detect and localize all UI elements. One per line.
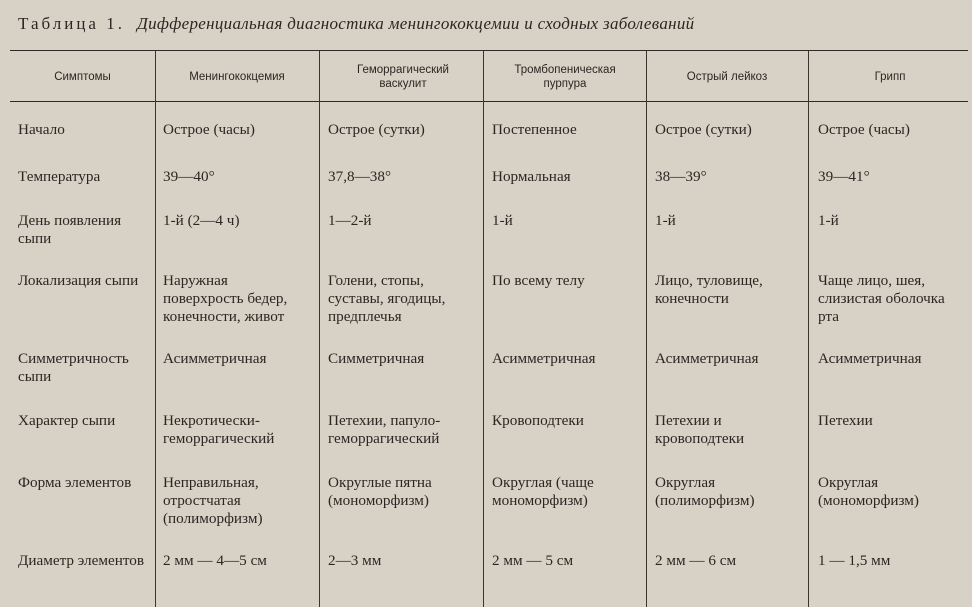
table-cell: 39—40°: [163, 168, 215, 185]
table-cell: Округлые пятна (мономорфизм): [328, 474, 432, 509]
table-cell: Асимметричная: [492, 350, 596, 367]
table-cell: Голени, стопы, суставы, ягодицы, предплечья: [328, 272, 446, 325]
symptom-cell: Форма элементов: [18, 474, 132, 491]
table-title: [18, 14, 694, 34]
header-bottom-rule: [10, 101, 968, 102]
table-cell: Кровоподтеки: [492, 412, 584, 429]
table-cell: Округлая (чаще мономорфизм): [492, 474, 594, 509]
table-cell: 2 мм — 6 см: [655, 552, 737, 569]
table-cell: 1-й: [655, 212, 676, 229]
column-divider: [646, 51, 647, 607]
column-divider: [483, 51, 484, 607]
table-cell: 39—41°: [818, 168, 870, 185]
table-cell: 38—39°: [655, 168, 707, 185]
table-cell: 2—3 мм: [328, 552, 382, 569]
table-cell: Острое (часы): [163, 121, 255, 138]
table-cell: Острое (часы): [818, 121, 910, 138]
table-cell: 1-й: [818, 212, 839, 229]
symptom-cell: Характер сыпи: [18, 412, 116, 429]
table-cell: Асимметричная: [655, 350, 759, 367]
symptom-cell: Начало: [18, 121, 65, 138]
table-cell: Асимметричная: [163, 350, 267, 367]
symptom-cell: Диаметр элементов: [18, 552, 145, 569]
table-cell: 1 — 1,5 мм: [818, 552, 891, 569]
column-divider: [808, 51, 809, 607]
table-cell: Симметричная: [328, 350, 425, 367]
table-cell: Петехии и кровоподтеки: [655, 412, 745, 447]
table-cell: По всему телу: [492, 272, 585, 289]
table-cell: Асимметричная: [818, 350, 922, 367]
table-cell: Острое (сутки): [328, 121, 425, 138]
table-cell: Наружная поверхрость бедер, конечности, живот: [163, 272, 288, 325]
table-cell: Петехии: [818, 412, 873, 429]
header-meningococcemia: Менингококцемия: [189, 71, 285, 83]
table-cell: Неправильная, отростчатая (полиморфизм): [163, 474, 263, 527]
symptom-cell: Локализация сыпи: [18, 272, 139, 289]
table-cell: Некротически-геморрагический: [163, 412, 275, 447]
table-cell: 2 мм — 5 см: [492, 552, 574, 569]
table-cell: Постепенное: [492, 121, 577, 138]
table-cell: Петехии, папуло-геморрагический: [328, 412, 441, 447]
symptom-cell: День появления сыпи: [18, 212, 122, 247]
symptom-cell: Симметричность сыпи: [18, 350, 129, 385]
table-cell: 1-й (2—4 ч): [163, 212, 240, 229]
header-hemorrhagic-vasculitis: Геморрагический васкулит: [357, 64, 449, 90]
column-divider: [319, 51, 320, 607]
header-acute-leukemia: Острый лейкоз: [686, 71, 768, 83]
header-influenza: Грипп: [874, 71, 906, 83]
table-cell: Округлая (полиморфизм): [655, 474, 755, 509]
table-label: Таблица 1.: [18, 14, 125, 33]
header-thrombopenic-purpura: Тромбопеническая пурпура: [514, 64, 616, 90]
table-cell: Лицо, туловище, конечности: [655, 272, 763, 307]
symptom-cell: Температура: [18, 168, 101, 185]
header-symptoms: Симптомы: [54, 71, 111, 83]
table-cell: Острое (сутки): [655, 121, 752, 138]
table-cell: Чаще лицо, шея, слизистая оболочка рта: [818, 272, 945, 325]
header-top-rule: [10, 50, 968, 51]
column-divider: [155, 51, 156, 607]
table-cell: 1-й: [492, 212, 513, 229]
table-cell: Нормальная: [492, 168, 571, 185]
table-cell: 1—2-й: [328, 212, 372, 229]
table-cell: 2 мм — 4—5 см: [163, 552, 267, 569]
table-cell: 37,8—38°: [328, 168, 392, 185]
table-cell: Округлая (мономорфизм): [818, 474, 919, 509]
table-caption: Дифференциальная диагностика менингококцемии и сходных заболеваний: [136, 14, 695, 33]
